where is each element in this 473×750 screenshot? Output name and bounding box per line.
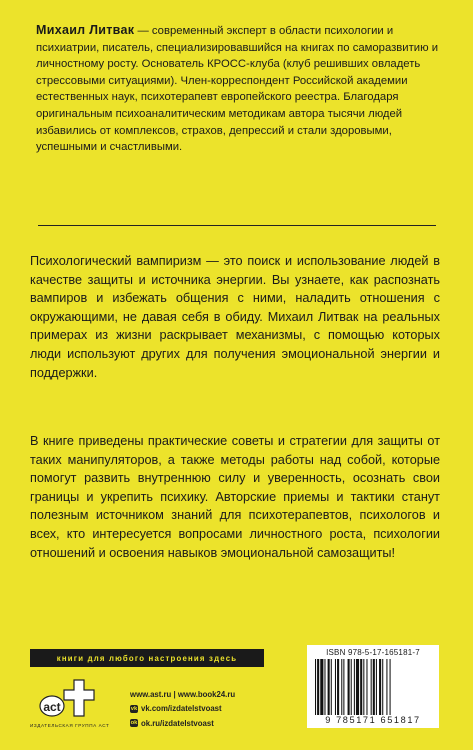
publisher-caption: ИЗДАТЕЛЬСКАЯ ГРУППА АСТ	[30, 723, 110, 728]
ast-logo-icon	[34, 676, 100, 724]
barcode-bar	[373, 659, 375, 715]
publisher-links	[130, 687, 235, 731]
barcode-bar	[390, 659, 391, 715]
barcode-box	[307, 645, 439, 728]
barcode-bar	[337, 659, 339, 715]
barcode-bar	[386, 659, 387, 715]
isbn-text: ISBN 978-5-17-165181-7	[326, 648, 420, 657]
section-divider	[38, 225, 436, 226]
description-paragraph-2: В книге приведены практические советы и стратегии для защиты от таких манипуляторов, а также методы работы над собой, которые помогут развить внутреннюю силу и уверенность, осознать свои границы и укрепить психику. Авторские приемы и тактики станут полезным источником знаний для психотерапевтов, психологов и всех, кто интересуется вопросами личностного роста, психологии отношений и освоения навыков эмоциональной самозащиты!	[30, 434, 440, 560]
websites-text[interactable]: www.ast.ru | www.book24.ru	[130, 689, 236, 699]
barcode-bar	[331, 659, 332, 715]
barcode-bar	[315, 659, 316, 715]
barcode-bar	[320, 659, 323, 715]
barcode-bar	[354, 659, 355, 715]
barcode-bar	[376, 659, 377, 715]
barcode-bar	[371, 659, 372, 715]
ok-icon: ok	[130, 720, 138, 727]
barcode-bar	[343, 659, 344, 715]
description-paragraph-1: Психологический вампиризм — это поиск и использование людей в качестве защиты и источника энергии. Вы узнаете, как распознать вампиров и избежать общения с ними, наладить отношения с окружающими, не давая себя в обиду. Михаил Литвак на реальных примерах из жизни раскрывает механизмы, с помощью которых люди используют других для получения эмоциональной энергии и поддержки.	[30, 254, 440, 380]
vk-icon: vk	[130, 705, 138, 712]
barcode-icon	[313, 659, 433, 715]
barcode-bar	[356, 659, 359, 715]
barcode-bar	[363, 659, 364, 715]
series-tagline: книги для любого настроения здесь	[30, 649, 264, 667]
barcode-bar	[317, 659, 319, 715]
vk-link[interactable]: vk.com/izdatelstvoast	[141, 704, 222, 714]
barcode-digits: 9 785171 651817	[325, 715, 421, 725]
barcode-bar	[335, 659, 336, 715]
author-name: Михаил Литвак	[36, 23, 135, 37]
ok-link[interactable]: ok.ru/izdatelstvoast	[141, 718, 214, 728]
barcode-bar	[324, 659, 325, 715]
barcode-bar	[379, 659, 381, 715]
barcode-bar	[348, 659, 350, 715]
barcode-bar	[360, 659, 362, 715]
barcode-bar	[341, 659, 342, 715]
vk-row	[130, 702, 235, 717]
barcode-bar	[328, 659, 330, 715]
ok-row	[130, 716, 235, 731]
author-bio	[36, 22, 440, 156]
barcode-bar	[351, 659, 352, 715]
websites-row	[130, 687, 235, 702]
logo-text: act	[43, 700, 61, 714]
barcode-bar	[382, 659, 383, 715]
barcode-bar	[366, 659, 367, 715]
author-bio-text: — современный эксперт в области психологии и психиатрии, писатель, специализировавшийся на книгах по саморазвитию и личностному росту. Основатель КРОСС-клуба (клуб решивших овладеть стрессовыми ситуациями). Член-корреспондент Российской академии естественных наук, психотерапевт европейского реестра. Благодаря оригинальным психоаналитическим методикам автора тысячи людей избавились от комплексов, страхов, депрессий и стали здоровыми, успешными и счастливыми.	[36, 25, 439, 154]
